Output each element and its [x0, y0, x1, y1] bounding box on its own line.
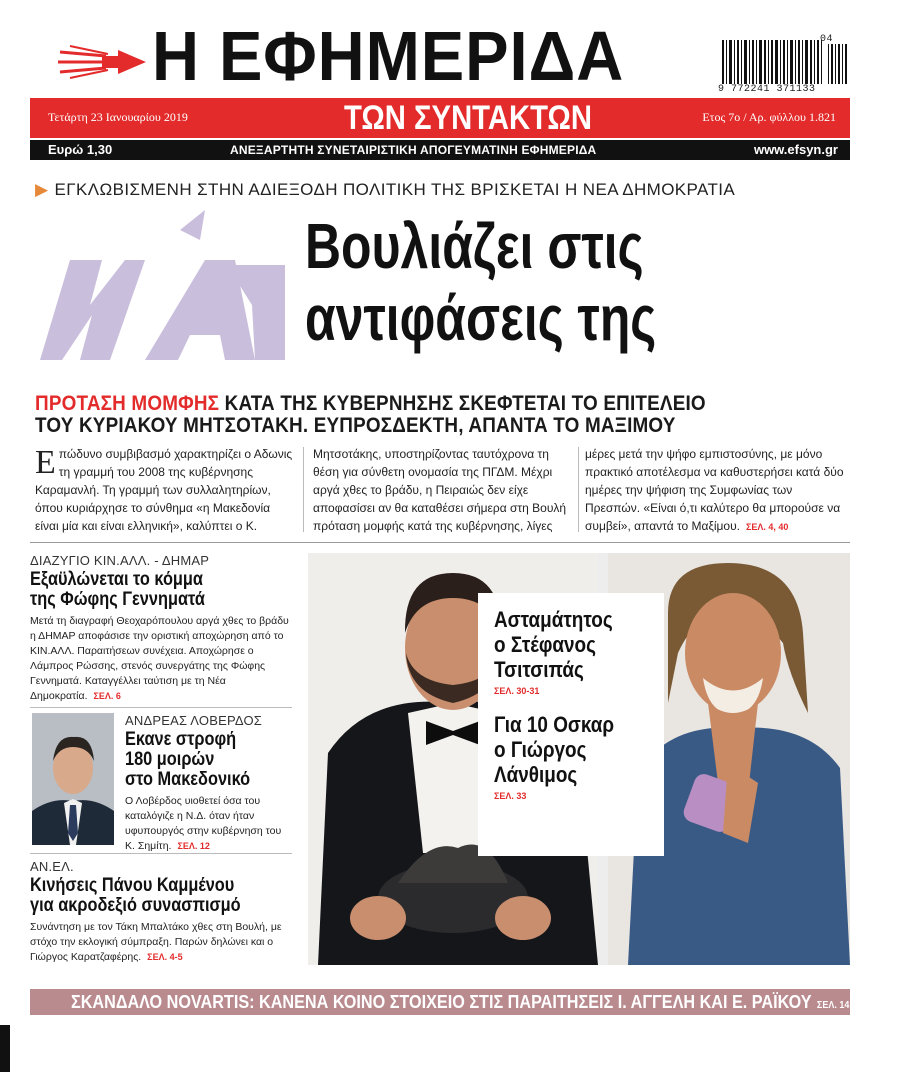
lead-headline: Βουλιάζει στις αντιφάσεις της — [305, 210, 657, 354]
story-text: Μετά τη διαγραφή Θεοχαρόπουλου αργά χθες το βράδυ η ΔΗΜΑΡ αποφάσισε την οριστική αποχώρηση από το ΚΙΝ.ΑΛΛ. Παραιτήσεων συνέχεια. Αποχώρησε ο Λάμπρος Ρώσσης, στενός συνεργάτης της Φώφης Γεννηματά. Καταγγέλλει ταύτιση με τη Νέα Δημοκρατία. ΣΕΛ. 6 — [30, 615, 289, 702]
lead-column-3: μέρες μετά την ψήφο εμπιστοσύνης, με μόνο πρακτικό αποτέλεσμα να καθυστερήσει κατά δύο ημέρες την ψήφιση της Συμφωνίας των Πρεσπών. «Είναι ό,τι καλύτερο θα μπορούσε να συμβεί», απαντά το Μαξίμου. ΣΕΛ. 4, 40 — [585, 447, 844, 533]
issue-date: Τετάρτη 23 Ιανουαρίου 2019 — [48, 110, 188, 124]
column-divider — [303, 447, 304, 532]
barcode-icon — [720, 40, 850, 88]
subtitle-bar — [30, 98, 850, 138]
footer-headline: ΣΚΑΝΔΑΛΟ NOVARTIS: ΚΑΝΕΝΑ ΚΟΙΝΟ ΣΤΟΙΧΕΙΟ ΣΤΙΣ ΠΑΡΑΙΤΗΣΕΙΣ Ι. ΑΓΓΕΛΗ ΚΑΙ Ε. ΡΑΪΚΟΥ ΣΕΛ. 14 — [71, 992, 850, 1012]
section-divider — [30, 542, 850, 543]
photo-story-item-2[interactable] — [494, 712, 650, 801]
photo-story-title: Ασταμάτητος ο Στέφανος Τσιτσιπάς — [494, 607, 613, 682]
story-label: ΔΙΑΖΥΓΙΟ ΚΙΝ.ΑΛΛ. - ΔΗΜΑΡ — [30, 553, 210, 568]
corner-mark — [0, 1025, 10, 1072]
rocket-logo-icon — [58, 42, 148, 82]
story-label: ΑΝ.ΕΛ. — [30, 859, 74, 874]
triangle-arrow-icon: ▶ — [35, 180, 49, 199]
lead-deck: ΠΡΟΤΑΣΗ ΜΟΜΦΗΣ ΚΑΤΑ ΤΗΣ ΚΥΒΕΡΝΗΣΗΣ ΣΚΕΦΤΕΤΑΙ ΤΟ ΕΠΙΤΕΛΕΙΟ ΤΟΥ ΚΥΡΙΑΚΟΥ ΜΗΤΣΟΤΑΚΗ. ΕΥΠΡΟΣΔΕΚΤΗ, ΑΠΑΝΤΑ ΤΟ ΜΑΞΙΜΟΥ — [35, 392, 706, 437]
story-title: Εξαϋλώνεται το κόμμα της Φώφης Γεννηματά — [30, 569, 205, 610]
info-bar — [30, 140, 850, 160]
story-text: Συνάντηση με τον Τάκη Μπαλτάκο χθες στη Βουλή, με στόχο την εκλογική σύμπραξη. Παρών δηλώνει και ο Γιώργος Καρατζαφέρης. ΣΕΛ. 4-5 — [30, 921, 282, 963]
page-ref: ΣΕΛ. 12 — [177, 841, 210, 851]
lead-column-2: Μητσοτάκης, υποστηρίζοντας ταυτόχρονα τη θέση για σύνθετη ονομασία της ΠΓΔΜ. Μέχρι αργά χθες το βράδυ, η Πειραιώς δεν είχε αποφασίσει αν θα καταθέσει σήμερα στη Βουλή πρόταση μομφής κατά της κυβέρνησης, λίγες — [313, 447, 567, 533]
page-ref: ΣΕΛ. 14 — [816, 1000, 850, 1011]
page-ref: ΣΕΛ. 6 — [93, 691, 121, 701]
story-text: Ο Λοβέρδος υιοθετεί όσα του καταλόγιζε η Ν.Δ. όταν ήταν υφυπουργός στην κυβέρνηση του Κ. Σημίτη. ΣΕΛ. 12 — [125, 795, 282, 852]
barcode-number: 9 772241 371133 04 — [718, 34, 834, 95]
photo-story-title: Για 10 Οσκαρ ο Γιώργος Λάνθιμος — [494, 712, 615, 787]
svg-text:ΝΔ: ΝΔ — [160, 368, 162, 369]
lead-kicker: ▶ ΕΓΚΛΩΒΙΣΜΕΝΗ ΣΤΗΝ ΑΔΙΕΞΟΔΗ ΠΟΛΙΤΙΚΗ ΤΗΣ ΒΡΙΣΚΕΤΑΙ Η ΝΕΑ ΔΗΜΟΚΡΑΤΙΑ — [35, 180, 736, 199]
newspaper-subtitle: ΤΩΝ ΣΥΝΤΑΚΤΩΝ — [343, 99, 593, 137]
footer-banner[interactable] — [30, 989, 850, 1015]
masthead — [0, 0, 900, 165]
lead-column-1: Επώδυνο συμβιβασμό χαρακτηρίζει ο Αδωνις τη γραμμή του 2008 της κυβέρνησης Καραμανλή. Τη γραμμή των συλλαλητηρίων, όπου κυριάρχησε το σύνθημα «η Μακεδονία είναι μία και είναι ελληνική», καλύπτει ο Κ. — [35, 444, 293, 533]
issue-number: Ετος 7ο / Αρ. φύλλου 1.821 — [702, 110, 836, 124]
price: Ευρώ 1,30 — [48, 142, 113, 157]
photo-story-box — [478, 593, 664, 856]
story-title: Εκανε στροφή 180 μοιρών στο Μακεδονικό — [125, 729, 251, 790]
website-url[interactable]: www.efsyn.gr — [753, 142, 838, 157]
column-divider — [578, 447, 579, 532]
newspaper-title: Η ΕΦΗΜΕΡΙΔΑ — [152, 17, 625, 95]
loverdos-portrait — [32, 713, 114, 845]
story-divider — [30, 707, 292, 708]
sidebar-story-3[interactable] — [30, 859, 292, 965]
drop-cap: Ε — [35, 444, 56, 481]
page-ref: ΣΕΛ. 33 — [494, 791, 527, 801]
sidebar-story-1[interactable] — [30, 553, 292, 704]
story-title: Κινήσεις Πάνου Καμμένου για ακροδεξιό συνασπισμό — [30, 875, 241, 916]
story-label: ΑΝΔΡΕΑΣ ΛΟΒΕΡΔΟΣ — [125, 713, 263, 728]
photo-story-item-1[interactable] — [494, 607, 650, 696]
tagline: ΑΝΕΞΑΡΤΗΤΗ ΣΥΝΕΤΑΙΡΙΣΤΙΚΗ ΑΠΟΓΕΥΜΑΤΙΝΗ ΕΦΗΜΕΡΙΔΑ — [230, 143, 597, 157]
page-ref: ΣΕΛ. 4-5 — [147, 952, 183, 962]
sidebar-story-2[interactable] — [125, 713, 293, 854]
nd-party-logo — [30, 210, 290, 370]
story-divider — [30, 853, 292, 854]
page-ref: ΣΕΛ. 4, 40 — [746, 522, 789, 532]
page-ref: ΣΕΛ. 30-31 — [494, 686, 540, 696]
